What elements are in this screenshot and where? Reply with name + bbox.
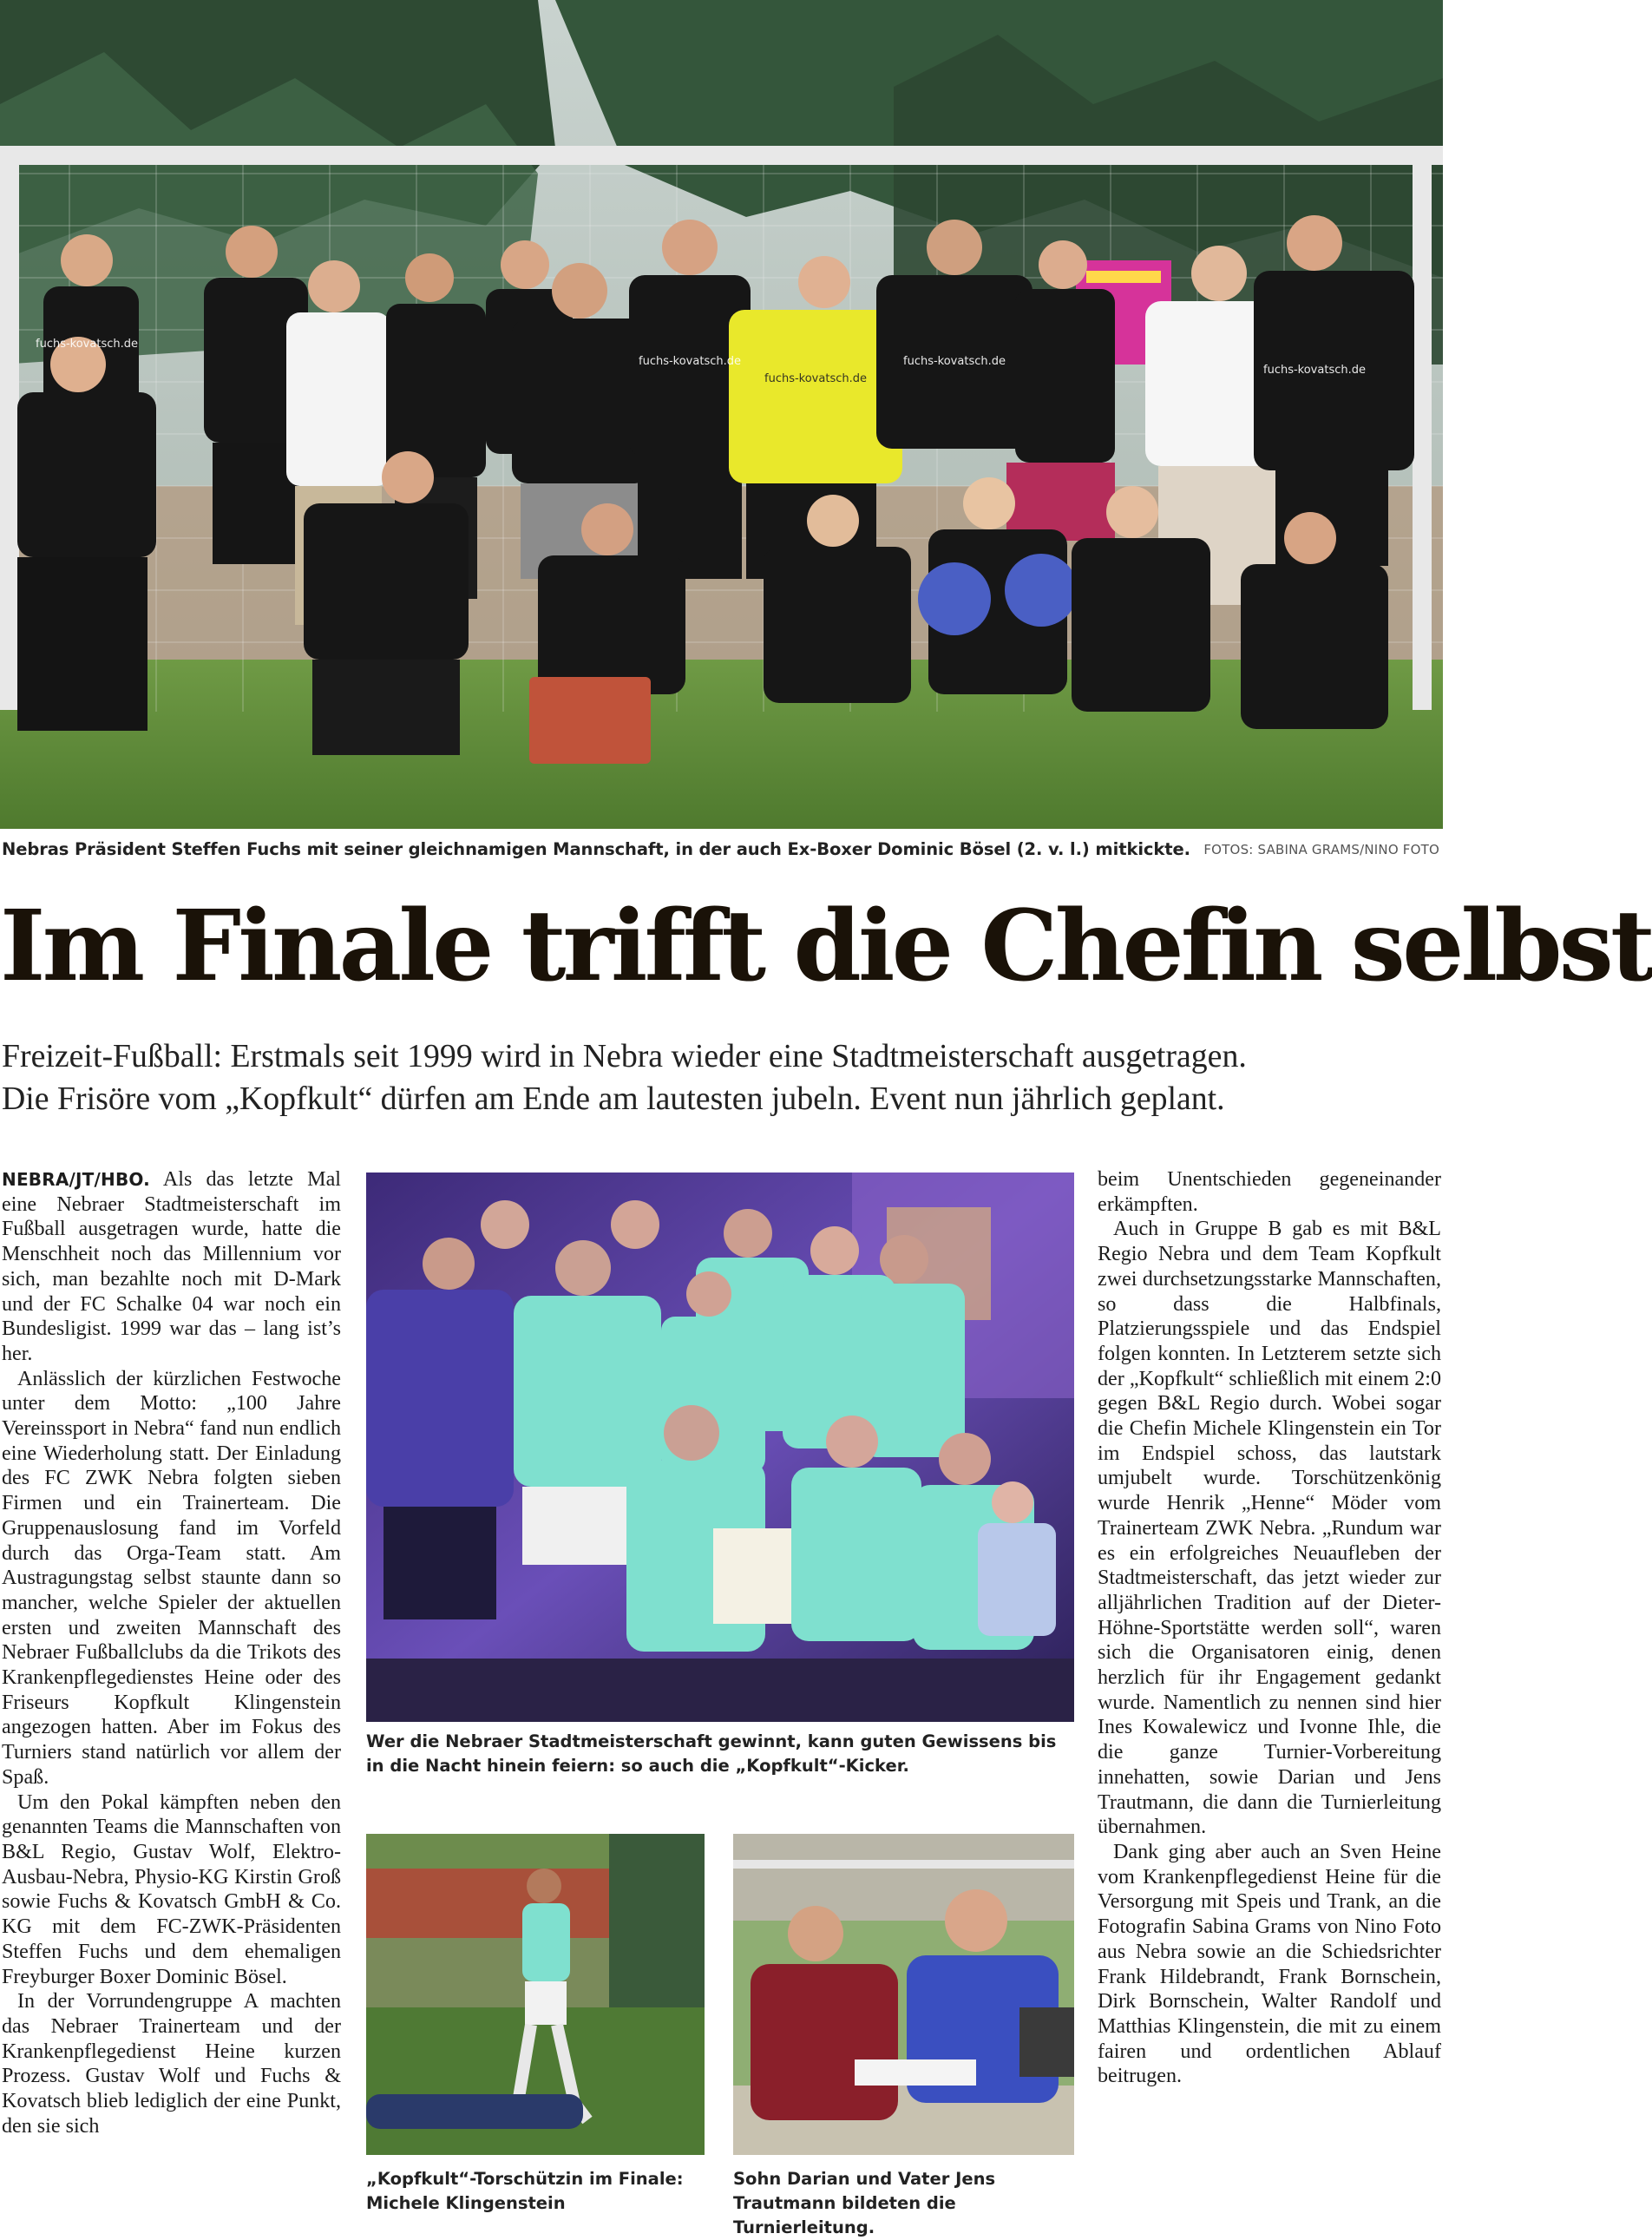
subheadline-line-2: Die Frisöre vom „Kopfkult“ dürfen am Ende am lautesten jubeln. Event nun jährlich geplant. [2,1081,1225,1118]
shirt-print-text: fuchs-kovatsch.de [639,355,741,368]
article-column-3 [1098,1167,1441,2089]
headline: Im Finale trifft die Chefin selbst [0,890,1652,1003]
hero-team-photo [0,0,1443,829]
subheadline [2,1035,1442,1120]
hero-caption: Nebras Präsident Steffen Fuchs mit seiner gleichnamigen Mannschaft, in der auch Ex-Boxer Dominic Bösel (2. v. l.) mitkickte. [2,839,1190,859]
shirt-print-text: fuchs-kovatsch.de [1263,364,1366,377]
team-photo-caption: Wer die Nebraer Stadtmeisterschaft gewinnt, kann guten Gewissens bis in die Nacht hinein feiern: so auch die „Kopfkult“-Kicker. [366,1731,1057,1776]
article-paragraph: In der Vorrundengruppe A machten das Nebraer Trainerteam und der Krankenpflegedienst Heine kurzen Prozess. Gustav Wolf und Fuchs & Kovatsch blieb lediglich der eine Punkt, den sie sich [2,1990,341,2138]
shirt-print-text: fuchs-kovatsch.de [903,355,1006,368]
scorer-photo [366,1834,705,2155]
kopfkult-team-photo [366,1173,1074,1722]
shirt-print-text: fuchs-kovatsch.de [36,338,138,351]
officials-photo-caption: Sohn Darian und Vater Jens Trautmann bildeten die Turnierleitung. [733,2169,996,2237]
article-paragraph: Um den Pokal kämpften neben den genannten Teams die Mannschaften von B&L Regio, Gustav Wolf, Elektro-Ausbau-Nebra, Physio-KG Kirstin Groß sowie Fuchs & Kovatsch GmbH & Co. KG mit dem FC-ZWK-Präsidenten Steffen Fuchs und dem ehemaligen Freyburger Boxer Dominic Bösel. [2,1790,341,1988]
subheadline-line-1: Freizeit-Fußball: Erstmals seit 1999 wird in Nebra wieder eine Stadtmeisterschaft ausgetragen. [2,1038,1247,1074]
officials-photo [733,1834,1074,2155]
article-paragraph: Anlässlich der kürzlichen Festwoche unter dem Motto: „100 Jahre Vereinssport in Nebra“ fand nun endlich eine Wiederholung statt. Der Einladung des FC ZWK Nebra folgten sieben Firmen und ein Trainerteam. Die Gruppenauslosung fand im Vorfeld durch das Orga-Team statt. Am Austragungstag selbst staunte dann so mancher, welche Spieler der aktuellen ersten und zweiten Mannschaft des Nebraer Fußballclubs da die Trikots des Krankenpflegedienstes Heine oder des Friseurs Kopfkult Klingenstein angezogen hatten. Aber im Fokus des Turniers stand natürlich vor allem der Spaß. [2,1367,341,1789]
scorer-photo-caption: „Kopfkult“-Torschützin im Finale: Michele Klingenstein [366,2169,684,2213]
article-paragraph [2,1167,341,1367]
article-paragraph: Auch in Gruppe B gab es mit B&L Regio Nebra und dem Team Kopfkult zwei durchsetzungsstarke Mannschaften, so dass die Halbfinals, Platzierungsspiele und das Endspiel folgen konnten. In Letzterem setzte sich der „Kopfkult“ schließlich mit einem 2:0 gegen B&L Regio durch. Wobei sogar die Chefin Michele Klingenstein ein Tor im Endspiel schoss, das lautstark umjubelt wurde. Torschützenkönig wurde Henrik „Henne“ Möder vom Trainerteam ZWK Nebra. „Rundum war es ein erfolgreiches Neuaufleben der Stadtmeisterschaft, das jetzt wieder zur alljährlichen Tradition auf der Dieter-Höhne-Sportstätte werden soll“, waren sich die Organisatoren einig, denen herzlich für ihr Engagement gedankt wurde. Namentlich zu nennen sind hier Ines Kowalewicz und Ivonne Ihle, die die ganze Turnier-Vorbereitung innehatten, sowie Darian und Jens Trautmann, die dann die Turnierleitung übernahmen. [1098,1218,1441,1839]
shirt-print-text: fuchs-kovatsch.de [764,372,867,385]
photo-credit: FOTOS: SABINA GRAMS/NINO FOTO [1203,842,1439,857]
article-paragraph: Dank ging aber auch an Sven Heine vom Krankenpflegedienst Heine für die Versorgung mit Speis und Trank, an die Fotografin Sabina Grams von Nino Foto aus Nebra sowie an die Schiedsrichter Frank Hildebrandt, Frank Bornschein, Dirk Bornschein, Walter Randolf und Matthias Klingenstein, die mit zu einem fairen und ordentlichen Ablauf beitrugen. [1098,1840,1441,2088]
article-paragraph-text: Als das letzte Mal eine Nebraer Stadtmeisterschaft im Fußball ausgetragen wurde, hatte die Menschheit noch das Millennium vor sich, man bezahlte noch mit D-Mark und der FC Schalke 04 war noch ein Bundesligist. 1999 war das – lang ist’s her. [2,1168,341,1365]
article-paragraph: beim Unentschieden gegeneinander erkämpften. [1098,1168,1441,1216]
article-column-1 [2,1167,341,2138]
dateline: NEBRA/JT/HBO. [2,1169,150,1190]
